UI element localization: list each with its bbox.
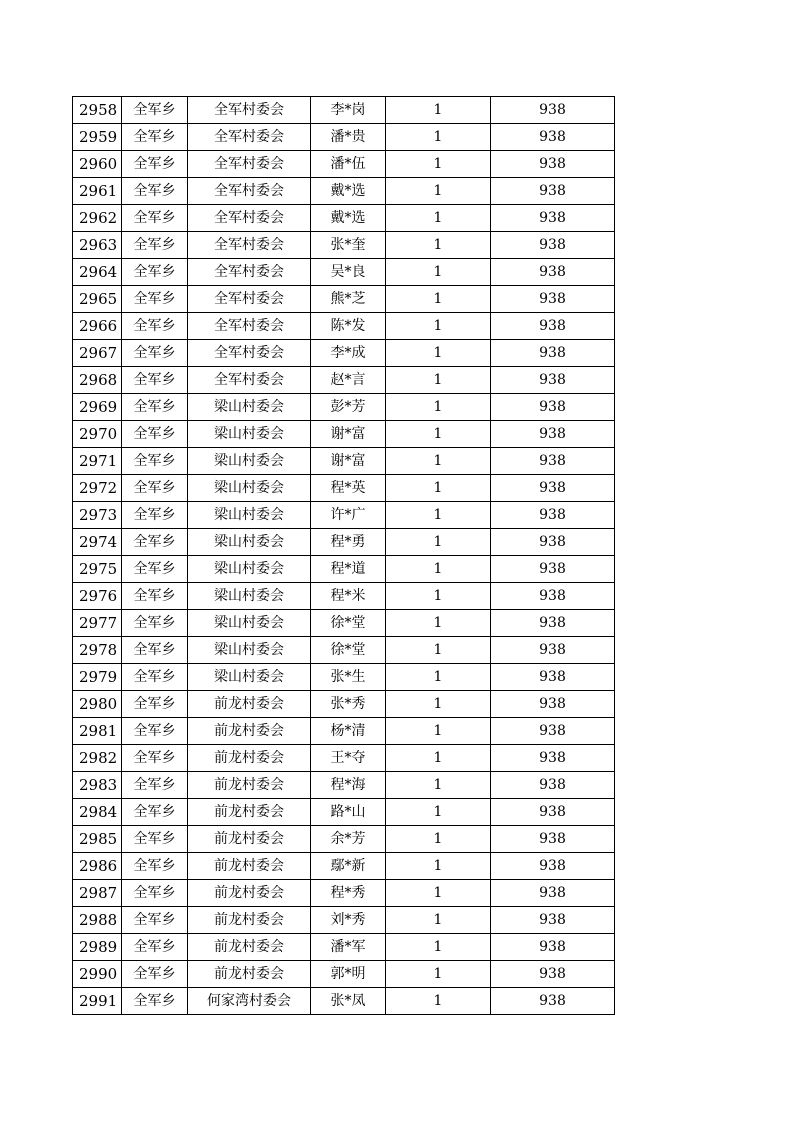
name-cell: 张*秀 xyxy=(311,691,386,718)
name-cell: 戴*选 xyxy=(311,205,386,232)
name-cell: 李*成 xyxy=(311,340,386,367)
table-row xyxy=(73,637,615,664)
name-cell: 戴*选 xyxy=(311,178,386,205)
row-number-cell: 2988 xyxy=(73,907,122,934)
name-cell: 潘*贵 xyxy=(311,124,386,151)
table-row xyxy=(73,853,615,880)
table-row xyxy=(73,475,615,502)
amount-cell: 938 xyxy=(491,232,615,259)
township-cell: 全军乡 xyxy=(122,745,188,772)
amount-cell: 938 xyxy=(491,745,615,772)
amount-cell: 938 xyxy=(491,367,615,394)
count-cell: 1 xyxy=(386,799,491,826)
amount-cell: 938 xyxy=(491,853,615,880)
amount-cell: 938 xyxy=(491,448,615,475)
table-row xyxy=(73,421,615,448)
count-cell: 1 xyxy=(386,151,491,178)
amount-cell: 938 xyxy=(491,799,615,826)
amount-cell: 938 xyxy=(491,718,615,745)
table-row xyxy=(73,97,615,124)
village-committee-cell: 梁山村委会 xyxy=(188,421,311,448)
name-cell: 王*夺 xyxy=(311,745,386,772)
amount-cell: 938 xyxy=(491,907,615,934)
amount-cell: 938 xyxy=(491,286,615,313)
name-cell: 程*米 xyxy=(311,583,386,610)
row-number-cell: 2965 xyxy=(73,286,122,313)
count-cell: 1 xyxy=(386,961,491,988)
village-committee-cell: 梁山村委会 xyxy=(188,448,311,475)
row-number-cell: 2968 xyxy=(73,367,122,394)
township-cell: 全军乡 xyxy=(122,475,188,502)
table-row xyxy=(73,772,615,799)
village-committee-cell: 前龙村委会 xyxy=(188,961,311,988)
township-cell: 全军乡 xyxy=(122,313,188,340)
amount-cell: 938 xyxy=(491,97,615,124)
village-committee-cell: 前龙村委会 xyxy=(188,772,311,799)
count-cell: 1 xyxy=(386,448,491,475)
count-cell: 1 xyxy=(386,907,491,934)
table-row xyxy=(73,448,615,475)
name-cell: 李*岗 xyxy=(311,97,386,124)
count-cell: 1 xyxy=(386,475,491,502)
table-row xyxy=(73,718,615,745)
row-number-cell: 2977 xyxy=(73,610,122,637)
name-cell: 程*海 xyxy=(311,772,386,799)
village-committee-cell: 梁山村委会 xyxy=(188,475,311,502)
count-cell: 1 xyxy=(386,772,491,799)
count-cell: 1 xyxy=(386,232,491,259)
name-cell: 路*山 xyxy=(311,799,386,826)
name-cell: 杨*清 xyxy=(311,718,386,745)
township-cell: 全军乡 xyxy=(122,367,188,394)
count-cell: 1 xyxy=(386,556,491,583)
name-cell: 熊*芝 xyxy=(311,286,386,313)
count-cell: 1 xyxy=(386,313,491,340)
name-cell: 徐*堂 xyxy=(311,637,386,664)
township-cell: 全军乡 xyxy=(122,718,188,745)
amount-cell: 938 xyxy=(491,826,615,853)
table-row xyxy=(73,178,615,205)
name-cell: 程*道 xyxy=(311,556,386,583)
row-number-cell: 2990 xyxy=(73,961,122,988)
amount-cell: 938 xyxy=(491,637,615,664)
amount-cell: 938 xyxy=(491,151,615,178)
row-number-cell: 2967 xyxy=(73,340,122,367)
table-row xyxy=(73,124,615,151)
row-number-cell: 2973 xyxy=(73,502,122,529)
table-row xyxy=(73,880,615,907)
village-committee-cell: 何家湾村委会 xyxy=(188,988,311,1015)
table-row xyxy=(73,232,615,259)
name-cell: 程*勇 xyxy=(311,529,386,556)
amount-cell: 938 xyxy=(491,502,615,529)
village-committee-cell: 前龙村委会 xyxy=(188,907,311,934)
table-row xyxy=(73,988,615,1015)
count-cell: 1 xyxy=(386,610,491,637)
village-committee-cell: 全军村委会 xyxy=(188,124,311,151)
table-row xyxy=(73,961,615,988)
table-row xyxy=(73,907,615,934)
village-committee-cell: 前龙村委会 xyxy=(188,826,311,853)
village-committee-cell: 全军村委会 xyxy=(188,259,311,286)
table-row xyxy=(73,799,615,826)
row-number-cell: 2970 xyxy=(73,421,122,448)
row-number-cell: 2986 xyxy=(73,853,122,880)
village-committee-cell: 梁山村委会 xyxy=(188,610,311,637)
name-cell: 刘*秀 xyxy=(311,907,386,934)
village-committee-cell: 全军村委会 xyxy=(188,340,311,367)
township-cell: 全军乡 xyxy=(122,799,188,826)
amount-cell: 938 xyxy=(491,394,615,421)
amount-cell: 938 xyxy=(491,475,615,502)
row-number-cell: 2991 xyxy=(73,988,122,1015)
village-committee-cell: 全军村委会 xyxy=(188,232,311,259)
name-cell: 陈*发 xyxy=(311,313,386,340)
township-cell: 全军乡 xyxy=(122,691,188,718)
count-cell: 1 xyxy=(386,286,491,313)
row-number-cell: 2959 xyxy=(73,124,122,151)
table-row xyxy=(73,313,615,340)
name-cell: 潘*军 xyxy=(311,934,386,961)
village-committee-cell: 梁山村委会 xyxy=(188,394,311,421)
row-number-cell: 2962 xyxy=(73,205,122,232)
count-cell: 1 xyxy=(386,718,491,745)
row-number-cell: 2989 xyxy=(73,934,122,961)
township-cell: 全军乡 xyxy=(122,637,188,664)
count-cell: 1 xyxy=(386,178,491,205)
amount-cell: 938 xyxy=(491,961,615,988)
village-committee-cell: 梁山村委会 xyxy=(188,529,311,556)
table-row xyxy=(73,826,615,853)
name-cell: 张*奎 xyxy=(311,232,386,259)
count-cell: 1 xyxy=(386,367,491,394)
table-row xyxy=(73,745,615,772)
count-cell: 1 xyxy=(386,394,491,421)
count-cell: 1 xyxy=(386,988,491,1015)
row-number-cell: 2981 xyxy=(73,718,122,745)
amount-cell: 938 xyxy=(491,529,615,556)
count-cell: 1 xyxy=(386,97,491,124)
township-cell: 全军乡 xyxy=(122,286,188,313)
village-committee-cell: 前龙村委会 xyxy=(188,880,311,907)
table-row xyxy=(73,664,615,691)
township-cell: 全军乡 xyxy=(122,934,188,961)
row-number-cell: 2975 xyxy=(73,556,122,583)
amount-cell: 938 xyxy=(491,772,615,799)
village-committee-cell: 梁山村委会 xyxy=(188,556,311,583)
count-cell: 1 xyxy=(386,124,491,151)
name-cell: 余*芳 xyxy=(311,826,386,853)
amount-cell: 938 xyxy=(491,259,615,286)
village-committee-cell: 梁山村委会 xyxy=(188,664,311,691)
township-cell: 全军乡 xyxy=(122,232,188,259)
name-cell: 鄢*新 xyxy=(311,853,386,880)
amount-cell: 938 xyxy=(491,178,615,205)
name-cell: 程*秀 xyxy=(311,880,386,907)
amount-cell: 938 xyxy=(491,124,615,151)
amount-cell: 938 xyxy=(491,340,615,367)
amount-cell: 938 xyxy=(491,664,615,691)
table-row xyxy=(73,340,615,367)
table-body xyxy=(73,97,615,1015)
village-committee-cell: 前龙村委会 xyxy=(188,718,311,745)
township-cell: 全军乡 xyxy=(122,124,188,151)
amount-cell: 938 xyxy=(491,205,615,232)
village-committee-cell: 全军村委会 xyxy=(188,205,311,232)
village-committee-cell: 前龙村委会 xyxy=(188,691,311,718)
village-committee-cell: 梁山村委会 xyxy=(188,583,311,610)
township-cell: 全军乡 xyxy=(122,448,188,475)
table-row xyxy=(73,691,615,718)
row-number-cell: 2984 xyxy=(73,799,122,826)
township-cell: 全军乡 xyxy=(122,205,188,232)
row-number-cell: 2958 xyxy=(73,97,122,124)
amount-cell: 938 xyxy=(491,556,615,583)
count-cell: 1 xyxy=(386,529,491,556)
village-committee-cell: 全军村委会 xyxy=(188,178,311,205)
amount-cell: 938 xyxy=(491,313,615,340)
row-number-cell: 2969 xyxy=(73,394,122,421)
count-cell: 1 xyxy=(386,826,491,853)
township-cell: 全军乡 xyxy=(122,826,188,853)
row-number-cell: 2972 xyxy=(73,475,122,502)
amount-cell: 938 xyxy=(491,934,615,961)
village-committee-cell: 全军村委会 xyxy=(188,367,311,394)
name-cell: 吴*良 xyxy=(311,259,386,286)
table-row xyxy=(73,529,615,556)
row-number-cell: 2963 xyxy=(73,232,122,259)
row-number-cell: 2980 xyxy=(73,691,122,718)
count-cell: 1 xyxy=(386,637,491,664)
name-cell: 张*生 xyxy=(311,664,386,691)
township-cell: 全军乡 xyxy=(122,151,188,178)
township-cell: 全军乡 xyxy=(122,340,188,367)
row-number-cell: 2987 xyxy=(73,880,122,907)
township-cell: 全军乡 xyxy=(122,961,188,988)
village-committee-cell: 前龙村委会 xyxy=(188,934,311,961)
township-cell: 全军乡 xyxy=(122,907,188,934)
count-cell: 1 xyxy=(386,583,491,610)
village-committee-cell: 全军村委会 xyxy=(188,286,311,313)
row-number-cell: 2960 xyxy=(73,151,122,178)
count-cell: 1 xyxy=(386,880,491,907)
row-number-cell: 2976 xyxy=(73,583,122,610)
township-cell: 全军乡 xyxy=(122,988,188,1015)
name-cell: 徐*堂 xyxy=(311,610,386,637)
table-row xyxy=(73,367,615,394)
township-cell: 全军乡 xyxy=(122,772,188,799)
table-row xyxy=(73,502,615,529)
amount-cell: 938 xyxy=(491,988,615,1015)
row-number-cell: 2971 xyxy=(73,448,122,475)
count-cell: 1 xyxy=(386,691,491,718)
township-cell: 全军乡 xyxy=(122,97,188,124)
name-cell: 许*广 xyxy=(311,502,386,529)
count-cell: 1 xyxy=(386,934,491,961)
row-number-cell: 2979 xyxy=(73,664,122,691)
village-committee-cell: 梁山村委会 xyxy=(188,502,311,529)
name-cell: 彭*芳 xyxy=(311,394,386,421)
township-cell: 全军乡 xyxy=(122,178,188,205)
count-cell: 1 xyxy=(386,340,491,367)
count-cell: 1 xyxy=(386,502,491,529)
name-cell: 谢*富 xyxy=(311,421,386,448)
township-cell: 全军乡 xyxy=(122,259,188,286)
table-row xyxy=(73,286,615,313)
village-committee-cell: 全军村委会 xyxy=(188,151,311,178)
count-cell: 1 xyxy=(386,421,491,448)
village-committee-cell: 前龙村委会 xyxy=(188,853,311,880)
township-cell: 全军乡 xyxy=(122,529,188,556)
township-cell: 全军乡 xyxy=(122,421,188,448)
row-number-cell: 2982 xyxy=(73,745,122,772)
township-cell: 全军乡 xyxy=(122,394,188,421)
row-number-cell: 2974 xyxy=(73,529,122,556)
township-cell: 全军乡 xyxy=(122,610,188,637)
count-cell: 1 xyxy=(386,853,491,880)
name-cell: 张*凤 xyxy=(311,988,386,1015)
name-cell: 潘*伍 xyxy=(311,151,386,178)
table-row xyxy=(73,583,615,610)
table-row xyxy=(73,259,615,286)
table-row xyxy=(73,205,615,232)
village-committee-cell: 全军村委会 xyxy=(188,313,311,340)
count-cell: 1 xyxy=(386,205,491,232)
village-committee-cell: 全军村委会 xyxy=(188,97,311,124)
table-row xyxy=(73,151,615,178)
township-cell: 全军乡 xyxy=(122,556,188,583)
township-cell: 全军乡 xyxy=(122,502,188,529)
village-committee-cell: 前龙村委会 xyxy=(188,799,311,826)
name-cell: 程*英 xyxy=(311,475,386,502)
village-committee-cell: 前龙村委会 xyxy=(188,745,311,772)
row-number-cell: 2978 xyxy=(73,637,122,664)
name-cell: 赵*言 xyxy=(311,367,386,394)
count-cell: 1 xyxy=(386,664,491,691)
village-committee-cell: 梁山村委会 xyxy=(188,637,311,664)
table-row xyxy=(73,934,615,961)
row-number-cell: 2966 xyxy=(73,313,122,340)
township-cell: 全军乡 xyxy=(122,853,188,880)
row-number-cell: 2964 xyxy=(73,259,122,286)
amount-cell: 938 xyxy=(491,691,615,718)
township-cell: 全军乡 xyxy=(122,880,188,907)
amount-cell: 938 xyxy=(491,421,615,448)
amount-cell: 938 xyxy=(491,880,615,907)
subsidy-table xyxy=(72,96,615,1015)
name-cell: 谢*富 xyxy=(311,448,386,475)
count-cell: 1 xyxy=(386,745,491,772)
amount-cell: 938 xyxy=(491,583,615,610)
table-row xyxy=(73,556,615,583)
name-cell: 郭*明 xyxy=(311,961,386,988)
table-row xyxy=(73,610,615,637)
row-number-cell: 2985 xyxy=(73,826,122,853)
amount-cell: 938 xyxy=(491,610,615,637)
township-cell: 全军乡 xyxy=(122,583,188,610)
count-cell: 1 xyxy=(386,259,491,286)
table-row xyxy=(73,394,615,421)
row-number-cell: 2961 xyxy=(73,178,122,205)
row-number-cell: 2983 xyxy=(73,772,122,799)
township-cell: 全军乡 xyxy=(122,664,188,691)
